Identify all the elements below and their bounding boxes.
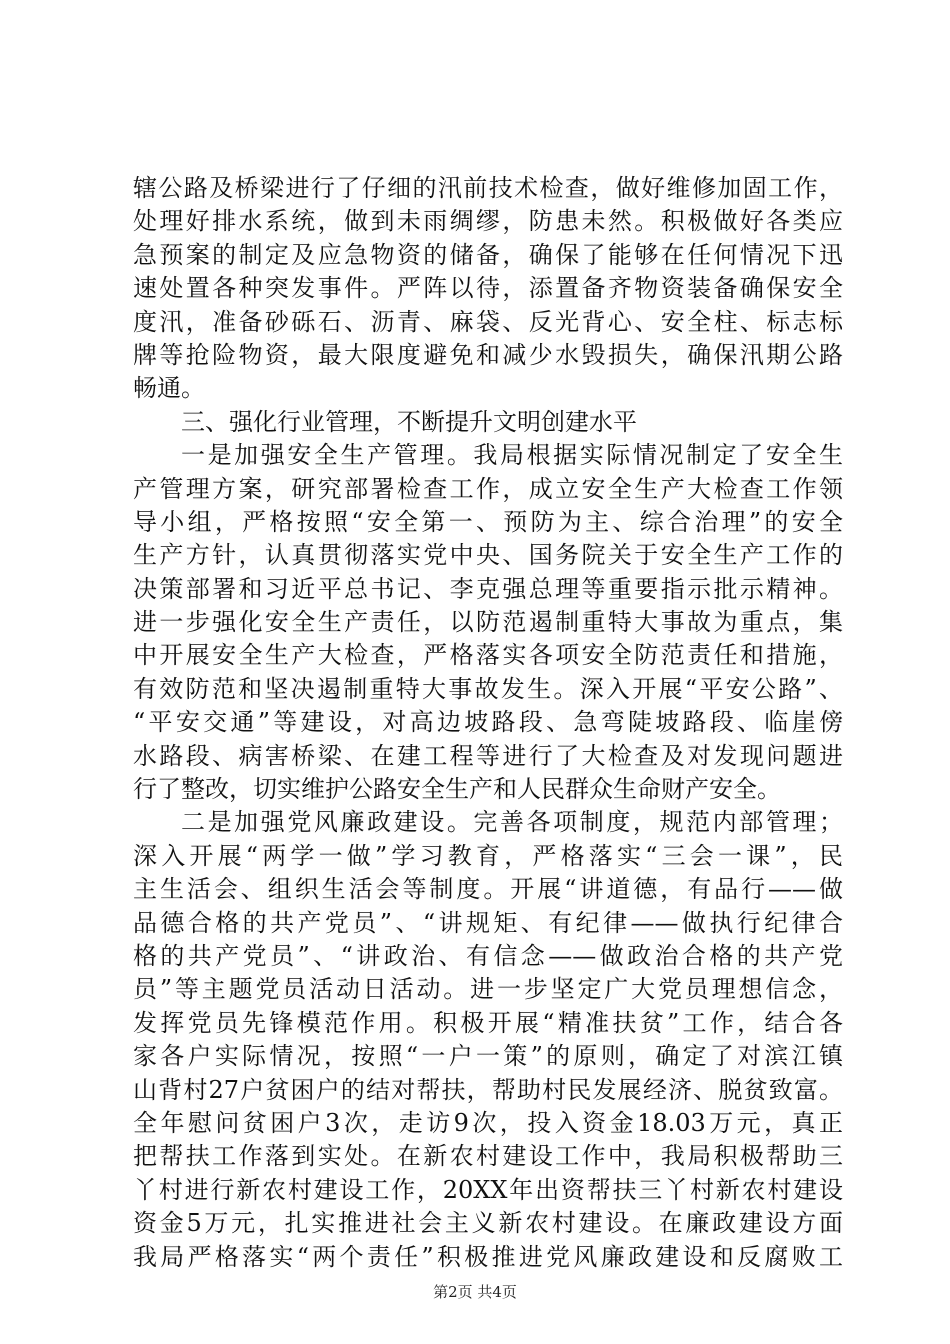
page-footer: 第2页 共4页	[433, 1283, 517, 1301]
text-line: 全年慰问贫困户3次，走访9次，投入资金18.03万元，真正	[133, 1108, 843, 1137]
text-line: 牌等抢险物资，最大限度避免和减少水毁损失，确保汛期公路	[133, 340, 843, 369]
text-line: 山背村27户贫困户的结对帮扶，帮助村民发展经济、脱贫致富。	[133, 1075, 843, 1104]
text-line: 发挥党员先锋模范作用。积极开展“精准扶贫”工作，结合各	[133, 1008, 843, 1037]
text-line: 品德合格的共产党员”、“讲规矩、有纪律——做执行纪律合	[133, 908, 843, 937]
text-line: 把帮扶工作落到实处。在新农村建设工作中，我局积极帮助三	[133, 1142, 843, 1171]
text-line: 畅通。	[133, 374, 205, 403]
text-line: 员”等主题党员活动日活动。进一步坚定广大党员理想信念，	[133, 975, 843, 1004]
text-line: 进一步强化安全生产责任，以防范遏制重特大事故为重点，集	[133, 608, 843, 637]
text-line: 速处置各种突发事件。严阵以待，添置备齐物资装备确保安全	[133, 274, 843, 303]
text-line: 导小组，严格按照“安全第一、预防为主、综合治理”的安全	[133, 507, 843, 536]
text-line: 一是加强安全生产管理。我局根据实际情况制定了安全生	[181, 441, 843, 470]
text-line: 家各户实际情况，按照“一户一策”的原则，确定了对滨江镇	[133, 1042, 843, 1071]
text-line: 生产方针，认真贯彻落实党中央、国务院关于安全生产工作的	[133, 541, 843, 570]
text-line: 产管理方案，研究部署检查工作，成立安全生产大检查工作领	[133, 474, 843, 503]
text-line: 格的共产党员”、“讲政治、有信念——做政治合格的共产党	[133, 941, 843, 970]
text-line: 我局严格落实“两个责任”积极推进党风廉政建设和反腐败工	[133, 1242, 843, 1271]
text-line: 中开展安全生产大检查，严格落实各项安全防范责任和措施，	[133, 641, 843, 670]
text-line: 度汛，准备砂砾石、沥青、麻袋、反光背心、安全柱、标志标	[133, 307, 843, 336]
text-line: 决策部署和习近平总书记、李克强总理等重要指示批示精神。	[133, 574, 843, 603]
text-line: 二是加强党风廉政建设。完善各项制度，规范内部管理；	[181, 808, 843, 837]
text-line: 丫村进行新农村建设工作，20XX年出资帮扶三丫村新农村建设	[133, 1175, 843, 1204]
text-line: 深入开展“两学一做”学习教育，严格落实“三会一课”，民	[133, 841, 843, 870]
text-line: 有效防范和坚决遏制重特大事故发生。深入开展“平安公路”、	[133, 674, 843, 703]
text-line: 处理好排水系统，做到未雨绸缪，防患未然。积极做好各类应	[133, 207, 843, 236]
text-line: 资金5万元，扎实推进社会主义新农村建设。在廉政建设方面	[133, 1209, 843, 1238]
text-line: 辖公路及桥梁进行了仔细的汛前技术检查，做好维修加固工作，	[133, 174, 843, 202]
text-line: 急预案的制定及应急物资的储备，确保了能够在任何情况下迅	[133, 240, 843, 269]
text-line: 水路段、病害桥梁、在建工程等进行了大检查及对发现问题进	[133, 741, 843, 770]
text-line: 三、强化行业管理，不断提升文明创建水平	[181, 407, 637, 436]
text-line: 行了整改，切实维护公路安全生产和人民群众生命财产安全。	[133, 775, 781, 804]
document-body	[133, 172, 843, 1274]
text-line: 主生活会、组织生活会等制度。开展“讲道德，有品行——做	[133, 875, 843, 904]
text-line: “平安交通”等建设，对高边坡路段、急弯陡坡路段、临崖傍	[133, 708, 843, 737]
